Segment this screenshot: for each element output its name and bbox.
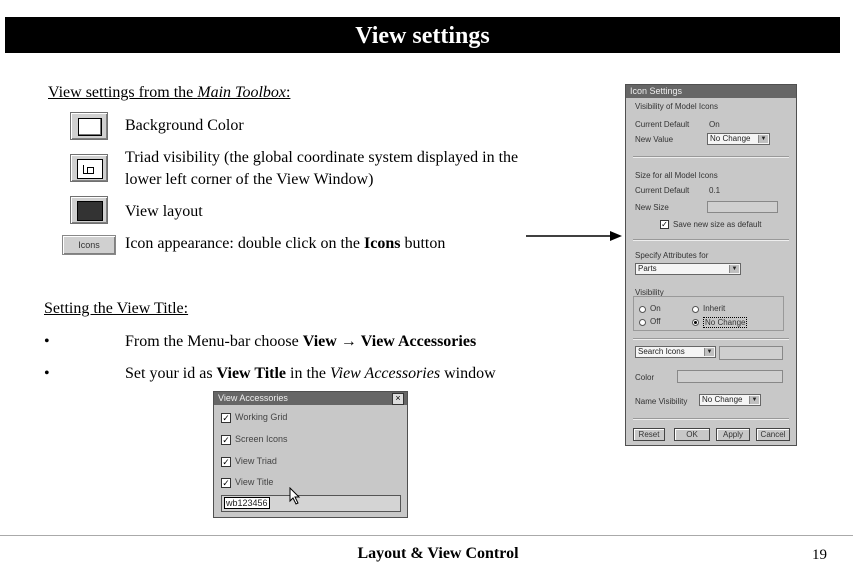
icons-button[interactable]: Icons: [62, 235, 116, 255]
view-layout-button[interactable]: [70, 196, 108, 224]
step-1: [125, 331, 476, 353]
divider: [633, 239, 789, 241]
chevron-down-icon: ▼: [749, 396, 759, 404]
color-label: Color: [635, 373, 655, 382]
step-2-prefix: Set your id as: [125, 365, 217, 382]
step-1-prefix: From the Menu-bar choose: [125, 333, 303, 350]
background-color-label: Background Color: [125, 117, 244, 134]
radio-inherit-label: Inherit: [703, 304, 726, 313]
step-2: [125, 363, 496, 385]
close-icon[interactable]: ×: [392, 393, 404, 405]
radio-off-label: Off: [650, 317, 661, 326]
radio-no-change[interactable]: [692, 319, 699, 326]
step-1-arrow: →: [340, 333, 357, 350]
view-triad-label: View Triad: [235, 456, 277, 466]
view-layout-icon: [77, 201, 103, 221]
attributes-select-text: Parts: [638, 264, 657, 273]
current-default-label: Current Default: [635, 120, 690, 129]
triad-visibility-label-1: Triad visibility (the global coordinate system displayed in the: [125, 149, 519, 166]
step-2-italic: View Accessories: [330, 365, 441, 382]
view-title-value: wb123456: [226, 498, 268, 508]
section-size-model-icons: Size for all Model Icons: [635, 171, 718, 180]
view-accessories-titlebar: [214, 392, 407, 405]
attributes-select[interactable]: [635, 263, 741, 275]
save-size-label: Save new size as default: [673, 220, 762, 229]
step-2-suffix: window: [440, 365, 496, 382]
icon-appearance-label: [125, 233, 445, 255]
color-field[interactable]: [677, 370, 783, 383]
icon-appearance-prefix: Icon appearance: double click on the: [125, 235, 364, 252]
icon-appearance-suffix: button: [400, 235, 446, 252]
new-value-select-text: No Change: [710, 134, 751, 143]
size-default-label: Current Default: [635, 186, 690, 195]
chevron-down-icon: ▼: [729, 265, 739, 273]
view-triad-checkbox[interactable]: ✓: [222, 457, 230, 467]
toolbox-intro: [48, 82, 290, 104]
triad-icon: [77, 159, 103, 179]
new-size-input[interactable]: [707, 201, 778, 213]
radio-on-label: On: [650, 304, 661, 313]
step-2-bold: View Title: [216, 365, 287, 382]
step-2-mid: in the: [286, 365, 331, 382]
icon-search-select[interactable]: [635, 346, 716, 358]
icon-search-input[interactable]: [719, 346, 783, 360]
intro-italic: Main Toolbox: [197, 84, 286, 101]
view-title-heading: Setting the View Title:: [44, 300, 189, 317]
icon-appearance-bold: Icons: [364, 235, 401, 252]
radio-on[interactable]: [639, 306, 646, 313]
screen-icons-label: Screen Icons: [235, 434, 288, 444]
bullet-2: •: [44, 365, 50, 382]
divider: [633, 338, 789, 340]
view-accessories-title: View Accessories: [218, 393, 288, 403]
bullet-1: •: [44, 333, 50, 350]
view-title-input[interactable]: [221, 495, 401, 512]
slide-title: View settings: [5, 17, 840, 53]
screen-icons-checkbox[interactable]: ✓: [222, 435, 230, 445]
name-visibility-select[interactable]: [699, 394, 761, 406]
radio-no-change-label: No Change: [705, 318, 746, 327]
view-title-label: View Title: [235, 477, 274, 487]
name-visibility-label: Name Visibility: [635, 397, 688, 406]
working-grid-checkbox[interactable]: ✓: [222, 413, 230, 423]
new-value-label: New Value: [635, 135, 674, 144]
apply-button[interactable]: Apply: [716, 428, 750, 441]
divider: [633, 156, 789, 158]
icon-search-select-text: Search Icons: [638, 347, 685, 356]
view-accessories-window: [213, 391, 408, 518]
icon-settings-window: [625, 84, 797, 446]
working-grid-label: Working Grid: [235, 412, 288, 422]
chevron-down-icon: ▼: [704, 348, 714, 356]
icon-settings-title: Icon Settings: [626, 85, 796, 98]
radio-off[interactable]: [639, 319, 646, 326]
page-number: 19: [812, 547, 827, 563]
chevron-down-icon: ▼: [758, 135, 768, 143]
footer-title: Layout & View Control: [357, 545, 519, 562]
cancel-button[interactable]: Cancel: [756, 428, 790, 441]
intro-prefix: View settings from the: [48, 84, 198, 101]
triad-visibility-button[interactable]: [70, 154, 108, 182]
pointer-arrow-icon: [524, 226, 624, 246]
footer-rule: [0, 535, 853, 536]
radio-inherit[interactable]: [692, 306, 699, 313]
name-visibility-select-text: No Change: [702, 395, 743, 404]
background-color-icon: [78, 118, 102, 136]
visibility-label: Visibility: [635, 288, 664, 297]
reset-button[interactable]: Reset: [633, 428, 665, 441]
view-title-checkbox[interactable]: ✓: [222, 478, 230, 488]
view-layout-label: View layout: [125, 203, 203, 220]
section-visibility-model-icons: Visibility of Model Icons: [635, 102, 718, 111]
current-default-value: On: [709, 120, 720, 129]
ok-button[interactable]: OK: [674, 428, 710, 441]
divider: [633, 418, 789, 420]
section-specify-attributes: Specify Attributes for: [635, 251, 709, 260]
step-1-view: View: [302, 333, 337, 350]
size-default-value: 0.1: [709, 186, 721, 195]
new-value-select[interactable]: [707, 133, 770, 145]
background-color-button[interactable]: [70, 112, 108, 140]
mouse-cursor-icon: [289, 487, 301, 505]
step-1-view-accessories: View Accessories: [360, 333, 477, 350]
intro-suffix: :: [285, 84, 291, 101]
new-size-label: New Size: [635, 203, 669, 212]
save-size-checkbox[interactable]: ✓: [661, 220, 668, 229]
triad-visibility-label-2: lower left corner of the View Window): [125, 171, 374, 188]
